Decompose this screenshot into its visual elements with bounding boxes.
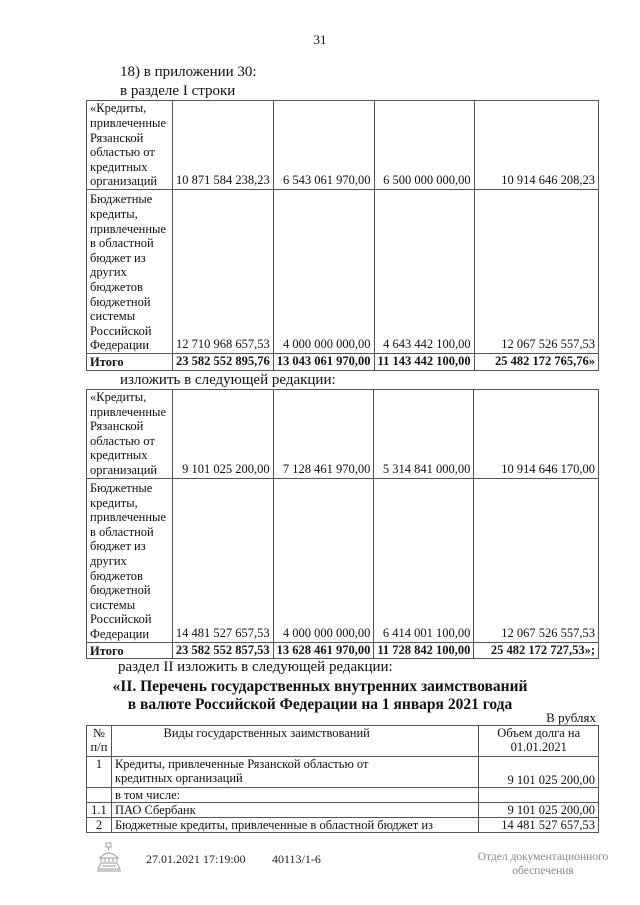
row-label: «Кредиты, привлеченные Рязанской областью от кредитных организаций [87, 101, 173, 190]
borrowings-table [86, 725, 599, 833]
cell-value: 25 482 172 765,76» [474, 354, 598, 371]
row-name: ПАО Сбербанк [111, 803, 479, 818]
row-name: в том числе: [111, 788, 479, 803]
row-no: 1.1 [87, 803, 112, 818]
row-label: Итого [87, 642, 173, 659]
footer-timestamp: 27.01.2021 17:19:00 [146, 852, 246, 866]
section2-title-line-2: в валюте Российской Федерации на 1 января 2021 года [127, 696, 513, 713]
header-name: Виды государственных заимствований [111, 726, 479, 757]
table-row [87, 788, 599, 803]
table-row [87, 803, 599, 818]
table-row [87, 390, 599, 479]
table-row [87, 818, 599, 833]
cell-value: 12 067 526 557,53 [474, 190, 598, 354]
table-row-total [87, 354, 599, 371]
row-amount: 9 101 025 200,00 [479, 803, 599, 818]
row-amount [479, 788, 599, 803]
table-header-row [87, 726, 599, 757]
units-label: В рублях [546, 710, 596, 725]
row-label: Бюджетные кредиты, привлеченные в областной бюджет из других бюджетов бюджетной системы Российской Федерации [87, 190, 173, 354]
row-no: 1 [87, 757, 112, 788]
row-amount: 9 101 025 200,00 [479, 757, 599, 788]
new-values-table [86, 389, 599, 659]
cell-value: 6 414 001 100,00 [374, 478, 474, 642]
intro-line-2: в разделе I строки [120, 83, 236, 99]
cell-value: 12 067 526 557,53 [474, 478, 599, 642]
cell-value: 23 582 552 857,53 [172, 642, 273, 659]
cell-value: 4 643 442 100,00 [374, 190, 474, 354]
cell-value: 13 628 461 970,00 [273, 642, 374, 659]
row-name: Бюджетные кредиты, привлеченные в областной бюджет из [111, 818, 479, 833]
row-no [87, 788, 112, 803]
row-label: Итого [87, 354, 173, 371]
cell-value: 4 000 000 000,00 [273, 478, 374, 642]
cell-value: 23 582 552 895,76 [173, 354, 274, 371]
footer-doc-id: 40113/1-6 [272, 852, 321, 866]
section2-title-line-1: «II. Перечень государственных внутренних заимствований [112, 678, 528, 695]
replace-instruction: изложить в следующей редакции: [120, 372, 336, 388]
cell-value: 25 482 172 727,53»; [474, 642, 599, 659]
cell-value: 5 314 841 000,00 [374, 390, 474, 479]
row-name: Кредиты, привлеченные Рязанской областью от кредитных организаций [111, 757, 479, 788]
row-amount: 14 481 527 657,53 [479, 818, 599, 833]
table-row [87, 478, 599, 642]
row-label: Бюджетные кредиты, привлеченные в областной бюджет из других бюджетов бюджетной системы Российской Федерации [87, 478, 173, 642]
cell-value: 9 101 025 200,00 [172, 390, 273, 479]
footer-department-stamp: Отдел документационного обеспечения [477, 851, 609, 877]
cell-value: 11 728 842 100,00 [374, 642, 474, 659]
cell-value: 13 043 061 970,00 [273, 354, 374, 371]
intro-line-1: 18) в приложении 30: [120, 64, 257, 80]
row-no: 2 [87, 818, 112, 833]
cell-value: 12 710 968 657,53 [173, 190, 274, 354]
cell-value: 6 543 061 970,00 [273, 101, 374, 190]
cell-value: 11 143 442 100,00 [374, 354, 474, 371]
cell-value: 14 481 527 657,53 [172, 478, 273, 642]
section2-intro: раздел II изложить в следующей редакции: [118, 659, 393, 675]
header-no: № п/п [87, 726, 112, 757]
cell-value: 10 914 646 170,00 [474, 390, 599, 479]
cell-value: 10 871 584 238,23 [173, 101, 274, 190]
coat-of-arms-icon [96, 842, 122, 872]
old-values-table [86, 100, 599, 371]
cell-value: 10 914 646 208,23 [474, 101, 598, 190]
header-amount: Объем долга на 01.01.2021 [479, 726, 599, 757]
page-number: 31 [313, 32, 327, 47]
table-row [87, 190, 599, 354]
table-row-total [87, 642, 599, 659]
cell-value: 4 000 000 000,00 [273, 190, 374, 354]
table-row [87, 101, 599, 190]
cell-value: 7 128 461 970,00 [273, 390, 374, 479]
row-label: «Кредиты, привлеченные Рязанской областью от кредитных организаций [87, 390, 173, 479]
table-row [87, 757, 599, 788]
cell-value: 6 500 000 000,00 [374, 101, 474, 190]
